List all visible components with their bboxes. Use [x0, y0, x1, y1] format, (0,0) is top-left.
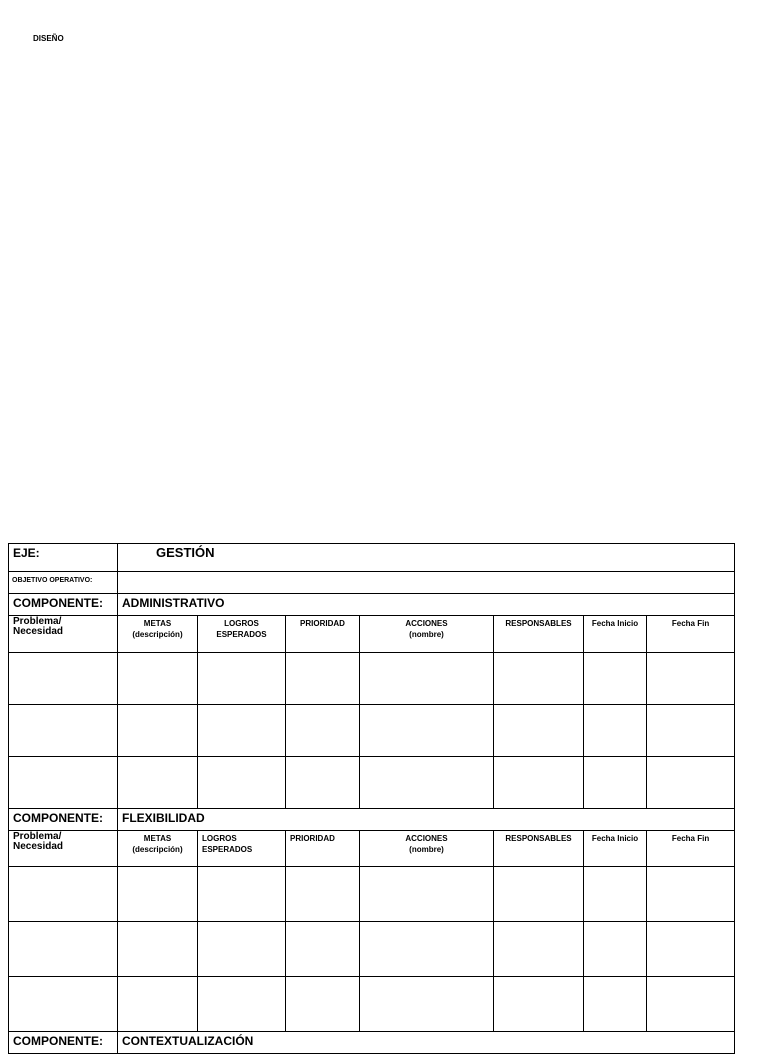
table-cell[interactable] [198, 977, 286, 1032]
table-cell[interactable] [198, 867, 286, 922]
table-cell[interactable] [118, 705, 198, 757]
col-metas-header: METAS (descripción) [118, 831, 198, 867]
table-cell[interactable] [647, 757, 735, 809]
col-logros-header: LOGROS ESPERADOS [198, 831, 286, 867]
eje-row [9, 544, 735, 572]
componente-row [9, 594, 735, 616]
eje-value: GESTIÓN [118, 544, 735, 572]
table-cell[interactable] [9, 757, 118, 809]
table-cell[interactable] [118, 922, 198, 977]
table-cell[interactable] [9, 922, 118, 977]
col-problema-header: Problema/ Necesidad [9, 616, 118, 653]
table-row [9, 867, 735, 922]
objetivo-row [9, 572, 735, 594]
table-cell[interactable] [494, 922, 584, 977]
table-cell[interactable] [584, 922, 647, 977]
table-cell[interactable] [198, 757, 286, 809]
table-cell[interactable] [494, 977, 584, 1032]
col-prioridad-header: PRIORIDAD [286, 616, 360, 653]
column-header-row [9, 831, 735, 867]
table-cell[interactable] [494, 757, 584, 809]
table-cell[interactable] [360, 705, 494, 757]
table-cell[interactable] [286, 977, 360, 1032]
table-cell[interactable] [198, 705, 286, 757]
col-responsables-header: RESPONSABLES [494, 831, 584, 867]
table-cell[interactable] [647, 653, 735, 705]
col-problema-header: Problema/ Necesidad [9, 831, 118, 867]
column-header-row [9, 616, 735, 653]
componente-value: ADMINISTRATIVO [118, 594, 735, 616]
table-cell[interactable] [647, 867, 735, 922]
table-cell[interactable] [584, 705, 647, 757]
table-cell[interactable] [584, 977, 647, 1032]
table-cell[interactable] [118, 867, 198, 922]
table-cell[interactable] [286, 705, 360, 757]
table-cell[interactable] [647, 977, 735, 1032]
table-cell[interactable] [9, 867, 118, 922]
componente-value: FLEXIBILIDAD [118, 809, 735, 831]
col-fecha-inicio-header: Fecha Inicio [584, 831, 647, 867]
table-cell[interactable] [647, 705, 735, 757]
componente-label: COMPONENTE: [9, 1032, 118, 1054]
document-title: DISEÑO [33, 34, 64, 43]
table-cell[interactable] [198, 922, 286, 977]
col-acciones-header: ACCIONES (nombre) [360, 616, 494, 653]
table-cell[interactable] [360, 922, 494, 977]
table-cell[interactable] [584, 867, 647, 922]
table-cell[interactable] [647, 922, 735, 977]
componente-label: COMPONENTE: [9, 809, 118, 831]
table-cell[interactable] [9, 977, 118, 1032]
eje-label: EJE: [9, 544, 118, 572]
table-cell[interactable] [286, 653, 360, 705]
table-cell[interactable] [494, 867, 584, 922]
table-cell[interactable] [118, 757, 198, 809]
table-cell[interactable] [9, 653, 118, 705]
col-fecha-fin-header: Fecha Fin [647, 831, 735, 867]
table-cell[interactable] [118, 653, 198, 705]
table-row [9, 705, 735, 757]
objetivo-value-cell[interactable] [118, 572, 735, 594]
table-cell[interactable] [286, 757, 360, 809]
table-cell[interactable] [494, 653, 584, 705]
objetivo-label: OBJETIVO OPERATIVO: [9, 572, 118, 594]
col-logros-header: LOGROS ESPERADOS [198, 616, 286, 653]
table-cell[interactable] [360, 977, 494, 1032]
table-cell[interactable] [198, 653, 286, 705]
table-cell[interactable] [360, 867, 494, 922]
col-acciones-header: ACCIONES (nombre) [360, 831, 494, 867]
table-cell[interactable] [118, 977, 198, 1032]
table-row [9, 922, 735, 977]
table-row [9, 977, 735, 1032]
componente-row [9, 809, 735, 831]
col-fecha-fin-header: Fecha Fin [647, 616, 735, 653]
componente-row [9, 1032, 735, 1054]
col-fecha-inicio-header: Fecha Inicio [584, 616, 647, 653]
plan-table [8, 543, 735, 1054]
table-row [9, 653, 735, 705]
componente-value: CONTEXTUALIZACIÓN [118, 1032, 735, 1054]
table-cell[interactable] [360, 757, 494, 809]
table-cell[interactable] [286, 867, 360, 922]
table-row [9, 757, 735, 809]
table-cell[interactable] [9, 705, 118, 757]
table-cell[interactable] [494, 705, 584, 757]
col-responsables-header: RESPONSABLES [494, 616, 584, 653]
table-cell[interactable] [584, 757, 647, 809]
componente-label: COMPONENTE: [9, 594, 118, 616]
col-prioridad-header: PRIORIDAD [286, 831, 360, 867]
table-cell[interactable] [584, 653, 647, 705]
table-cell[interactable] [360, 653, 494, 705]
col-metas-header: METAS (descripción) [118, 616, 198, 653]
table-cell[interactable] [286, 922, 360, 977]
